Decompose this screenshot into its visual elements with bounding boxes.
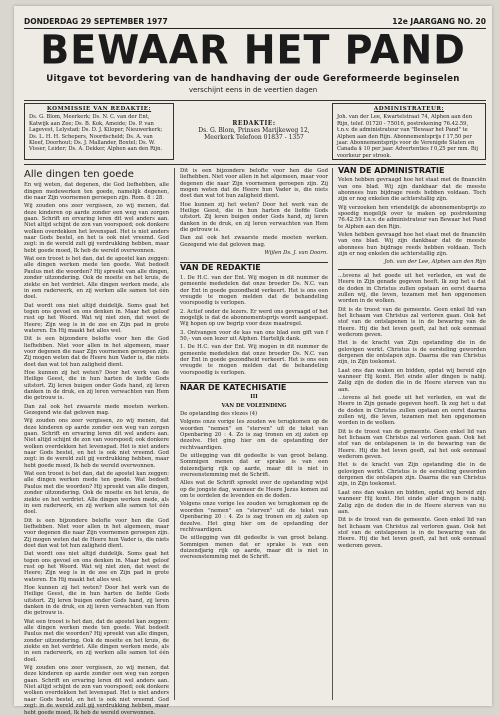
article-signature: Wijlen Ds. J. van Doorn. <box>264 250 328 257</box>
article-paragraph: 1. De H.C. van der Ent. Wij mogen in dit nummer de gemeente mededelen dat onze broeder Ds. N.C. van der Ent in goede gezondheid verkeert. Het is ons een vreugde te mogen melden dat de behandeling voorspoedig is verlopen. <box>180 274 328 307</box>
article-paragraph: Dit is de troost van de gemeente. Geen enkel lid van het lichaam van Christus zal verloren gaan. Ook het stof van de ontslapenen is in de bewaring van de Heere. Hij die het leven geeft, zal het ook eenmaal wederom geven. <box>338 428 486 461</box>
article-paragraph: 3. Ontvangen voor de kas van ons blad een gift van f 50,- van een lezer uit Alphen. Hartelijk dank. <box>180 329 328 342</box>
article-paragraph: De uitlegging van dit gedeelte is van groot belang. Sommigen menen dat er sprake is van een duizendjarig rijk op aarde, maar dit is niet in overeenstemming met de Schrift. <box>180 453 328 479</box>
editorial-office-text: Ds. G. Blom, Prinses Marijkeweg 12, Meerkerk Telefoon 01837 - 1357 <box>198 127 310 141</box>
article-paragraph: 2. Actief onder de lezers. Er werd ons gevraagd of het mogelijk is dat de abonnementsprijs wordt aangepast. Wij hopen op uw begrip voor deze maatregel. <box>180 308 328 328</box>
article-paragraph: Dit is de troost van de gemeente. Geen enkel lid van het lichaam van Christus zal verloren gaan. Ook het stof van de ontslapenen is in de bewaring van de Heere. Hij die het leven geeft, zal het ook eenmaal wederom geven. <box>338 517 486 549</box>
article-paragraph: Velen hebben gevraagd hoe het staat met de financiën van ons blad. Wij zijn dankbaar dat de meeste abonnees hun bijdrage reeds hebben voldaan. Toch zijn er nog enkelen die achterstallig zijn. <box>338 177 486 203</box>
masthead-title: BEWAAR HET PAND <box>40 26 466 74</box>
editorial-office-box <box>184 120 324 141</box>
article-subheading: De opstanding des vlezes (4) <box>180 411 258 417</box>
article-title-katechisatie: NAAR DE KATECHISATIE <box>180 382 328 391</box>
article-paragraph: Laat ons dan waken en bidden, opdat wij bereid zijn wanneer Hij komt. Het einde aller dingen is nabij. Zalig zijn de doden die in de Heere sterven van nu aan. <box>338 367 486 393</box>
issue-date: DONDERDAG 29 SEPTEMBER 1977 <box>24 17 168 26</box>
article-paragraph: ...tevens al het goede uit het verleden, en wat de Heere in Zijn genade gegeven heeft. Ik zeg het u dat de doden in Christus zullen opstaan en eerst daarna zullen wij, die leven, tezamen met hen opgenomen worden in de wolken. <box>338 395 486 427</box>
article-paragraph: Dit is de troost van de gemeente. Geen enkel lid van het lichaam van Christus zal verloren gaan. Ook het stof van de ontslapenen is in de bewaring van de Heere. Hij die het leven geeft, zal het ook eenmaal wederom geven. <box>338 306 486 338</box>
article-paragraph: De uitlegging van dit gedeelte is van groot belang. Sommigen menen dat er sprake is van een duizendjarig rijk op aarde, maar dit is niet in overeenstemming met de Schrift. <box>180 535 328 561</box>
article-paragraph: Wij zouden ons zeer vergissen, zo wij menen, dat deze kinderen op aarde zonder een weg van zorgen gaan. Schrift en ervaring leren dit wel anders aan. Niet altijd schijnt de zon van voorspoed; ook donkere wolken overdekken het levenspad. Het is niet anders naar Gods bestel, en het is ook niet vreemd. God zegt: in de wereld zult gij verdrukking hebben, maar hebt goede moed, Ik heb de wereld overwonnen. <box>24 665 169 716</box>
article-paragraph: Wat een troost is het dan, dat de apostel kan zeggen: alle dingen werken mede ten goede. Wat bedoelt Paulus met die woorden? Hij spreekt van alle dingen, zonder uitzondering. Ook de moeite en het kruis, de ziekte en het verdriet. Alle dingen werken mede, als in een raderwerk, en zij werken alle samen tot één doel. <box>24 256 169 301</box>
column-3 <box>338 168 486 698</box>
article-paragraph: Dit is een bijzondere belofte voor hen die God liefhebben. Niet voor allen in het algemeen, maar voor degenen die naar Zijn voornemen geroepen zijn. Zij mogen weten dat de Heere hun Vader is, die niets doet dan wat tot hun zaligheid dient. <box>24 517 169 549</box>
article-paragraph: Velen hebben gevraagd hoe het staat met de financiën van ons blad. Wij zijn dankbaar dat de meeste abonnees hun bijdrage reeds hebben voldaan. Toch zijn er nog enkelen die achterstallig zijn. <box>338 232 486 258</box>
article-paragraph: Dan zal ook het zwaarste mede moeten werken. Gezegend wie dat geloven mag. <box>180 235 328 248</box>
article-title-alle-dingen: Alle dingen ten goede <box>24 169 134 180</box>
article-paragraph: Laat ons dan waken en bidden, opdat wij bereid zijn wanneer Hij komt. Het einde aller dingen is nabij. Zalig zijn de doden die in de Heere sterven van nu aan. <box>338 489 486 515</box>
article-subheading: VAN DE VOLEINDING <box>221 402 287 409</box>
article-paragraph: Hoe kunnen zij het weten? Door het werk van de Heilige Geest, die in hun harten de liefde Gods uitstort. Zij leren buigen onder Gods hand, zij leren danken in de druk, en zij leren verwachten van Hem die getrouw is. <box>180 201 328 234</box>
content-rule <box>24 164 486 165</box>
article-subheading: III <box>250 394 258 401</box>
article-paragraph: Wij zouden ons zeer vergissen, zo wij menen, dat deze kinderen op aarde zonder een weg van zorgen gaan. Schrift en ervaring leren dit wel anders aan. Niet altijd schijnt de zon van voorspoed; ook donkere wolken overdekken het levenspad. Het is niet anders naar Gods bestel, en het is ook niet vreemd. God zegt: in de wereld zult gij verdrukking hebben, maar hebt goede moed, Ik heb de wereld overwonnen. <box>24 418 169 469</box>
article-paragraph: Dit is een bijzondere belofte voor hen die God liefhebben. Niet voor allen in het algemeen, maar voor degenen die naar Zijn voornemen geroepen zijn. Zij mogen weten dat de Heere hun Vader is, die niets doet dan wat tot hun zaligheid dient. <box>180 168 328 200</box>
administration-heading: ADMINISTRATEUR: <box>373 106 445 112</box>
column-divider <box>332 168 333 700</box>
issue-volume: 12e JAARGANG NO. 20 <box>392 17 486 26</box>
article-paragraph: Wij zouden ons zeer vergissen, zo wij menen, dat deze kinderen op aarde zonder een weg van zorgen gaan. Schrift en ervaring leren dit wel anders aan. Niet altijd schijnt de zon van voorspoed; ook donkere wolken overdekken het levenspad. Het is niet anders naar Gods bestel, en het is ook niet vreemd. God zegt: in de wereld zult gij verdrukking hebben, maar hebt goede moed, Ik heb de wereld overwonnen. <box>24 203 169 254</box>
column-1 <box>24 168 169 716</box>
article-paragraph: Dat wordt ons niet altijd duidelijk. Soms gaat het tegen ons gevoel en ons denken in. Maar het geloof rust op het Woord. Wat wij niet zien, dat weet de Heere; Zijn weg is in de zee en Zijn pad in grote wateren. En Hij maakt het alles wel. <box>24 551 169 583</box>
article-paragraph: Dat wordt ons niet altijd duidelijk. Soms gaat het tegen ons gevoel en ons denken in. Maar het geloof rust op het Woord. Wat wij niet zien, dat weet de Heere; Zijn weg is in de zee en Zijn pad in grote wateren. En Hij maakt het alles wel. <box>24 302 169 334</box>
article-paragraph: ...tevens al het goede uit het verleden, en wat de Heere in Zijn genade gegeven heeft. Ik zeg het u dat de doden in Christus zullen opstaan en eerst daarna zullen wij, die leven, tezamen met hen opgenomen worden in de wolken. <box>338 272 486 305</box>
editorial-board-box <box>24 103 174 160</box>
newspaper-page <box>14 6 492 716</box>
article-paragraph: Hoe kunnen zij het weten? Door het werk van de Heilige Geest, die in hun harten de liefde Gods uitstort. Zij leren buigen onder Gods hand, zij leren danken in de druk, en zij leren verwachten van Hem die getrouw is. <box>24 584 169 617</box>
article-paragraph: Het is de kracht van Zijn opstanding die in de gelovigen werkt. Christus is de eersteling geworden dergenen die ontslapen zijn. Daarna die van Christus zijn, in Zijn toekomst. <box>338 462 486 488</box>
article-title-van-de-redaktie: VAN DE REDAKTIE <box>180 262 328 271</box>
administration-box <box>332 103 486 160</box>
editorial-office-heading: REDAKTIE: <box>232 120 276 127</box>
administration-text: Joh. van der Lee, Kwartelstraat 74, Alphen aan den Rijn, telef. 01720 - 75016, postrekening 76.42.59, t.n.v. de administrateur van "Bewaar het Pand" te Alphen aan den Rijn. Abonnementsprijs f 17,50 per jaar. Abonnementsprijs voor de Verenigde Staten en Canada $ 10 per jaar. Advertenties f 0,25 per mm. Bij voorkeur per strook. <box>337 114 478 159</box>
article-paragraph: En wij weten, dat degenen, die God liefhebben, alle dingen medewerken ten goede, namelijk degenen, die naar Zijn voornemen geroepen zijn. Rom. 8 : 28. <box>24 182 169 202</box>
column-2 <box>180 168 328 698</box>
section-rule <box>338 269 486 270</box>
article-paragraph: Volgens onze vorige les zouden we terugkomen op de woorden "nemen" en "sterven" uit de tekst van Openbaring 20 : 4. Zo is zag tronen en zij zaten op dezelve. Het ging hier om de opstanding der rechtvaardigen. <box>180 501 328 533</box>
article-paragraph: Dit is een bijzondere belofte voor hen die God liefhebben. Niet voor allen in het algemeen, maar voor degenen die naar Zijn voornemen geroepen zijn. Zij mogen weten dat de Heere hun Vader is, die niets doet dan wat tot hun zaligheid dient. <box>24 336 169 368</box>
article-paragraph: 1. De H.C. van der Ent. Wij mogen in dit nummer de gemeente mededelen dat onze broeder Ds. N.C. van der Ent in goede gezondheid verkeert. Het is ons een vreugde te mogen melden dat de behandeling voorspoedig is verlopen. <box>180 344 328 376</box>
article-paragraph: Wat een troost is het dan, dat de apostel kan zeggen: alle dingen werken mede ten goede. Wat bedoelt Paulus met die woorden? Hij spreekt van alle dingen, zonder uitzondering. Ook de moeite en het kruis, de ziekte en het verdriet. Alle dingen werken mede, als in een raderwerk, en zij werken alle samen tot één doel. <box>24 618 169 663</box>
article-paragraph: Hoe kunnen zij het weten? Door het werk van de Heilige Geest, die in hun harten de liefde Gods uitstort. Zij leren buigen onder Gods hand, zij leren danken in de druk, en zij leren verwachten van Hem die getrouw is. <box>24 369 169 402</box>
article-paragraph: Wat een troost is het dan, dat de apostel kan zeggen: alle dingen werken mede ten goede. Wat bedoelt Paulus met die woorden? Hij spreekt van alle dingen, zonder uitzondering. Ook de moeite en het kruis, de ziekte en het verdriet. Alle dingen werken mede, als in een raderwerk, en zij werken alle samen tot één doel. <box>24 471 169 516</box>
publication-frequency: verschijnt eens in de veertien dagen <box>188 86 318 94</box>
article-paragraph: Volgens onze vorige les zouden we terugkomen op de woorden "nemen" en "sterven" uit de tekst van Openbaring 20 : 4. Zo is zag tronen en zij zaten op dezelve. Het ging hier om de opstanding der rechtvaardigen. <box>180 419 328 451</box>
article-signature: Joh. van der Lee, Alphen aan den Rijn <box>384 259 486 266</box>
article-paragraph: Dan zal ook het zwaarste mede moeten werken. Gezegend wie dat geloven mag. <box>24 403 169 417</box>
article-title-administratie: VAN DE ADMINISTRATIE <box>338 166 445 175</box>
header-rule <box>24 100 486 101</box>
column-divider <box>174 168 175 700</box>
article-paragraph: Het is de kracht van Zijn opstanding die in de gelovigen werkt. Christus is de eersteling geworden dergenen die ontslapen zijn. Daarna die van Christus zijn, in Zijn toekomst. <box>338 340 486 366</box>
article-paragraph: Alles wat de Schrift spreekt over de opstanding wijst op de jongste dag, wanneer de Heere Jezus komen zal om te oordelen de levenden en de doden. <box>180 480 328 500</box>
editorial-board-text: Ds. G. Blom, Meerkerk; Ds. N. C. van der Ent, Katwijk aan Zee; Ds. B. Kok, Ameide; Ds. P. van Lagevest, Lelystad; Ds. D. J. Kiloper, Nieuwerkerk; Ds. L. H. H. Schepers, Noordscheld; Ds. A. van Kleef, Doorhout; Ds. J. Mallander, Boxtel; Ds. W. Visser, Leider; Ds. A. Dekker, Alphen aan den Rijn. <box>29 114 163 153</box>
masthead-subtitle: Uitgave tot bevordering van de handhaving der oude Gereformeerde beginselen <box>46 74 460 84</box>
editorial-board-heading: KOMMISSIE VAN REDAKTIE: <box>46 106 152 112</box>
article-paragraph: Wij verzoeken hen vriendelijk de abonnementsprijs zo spoedig mogelijk over te maken op postrekening 76.42.59 t.n.v. de administrateur van Bewaar het Pand te Alphen aan den Rijn. <box>338 204 486 230</box>
